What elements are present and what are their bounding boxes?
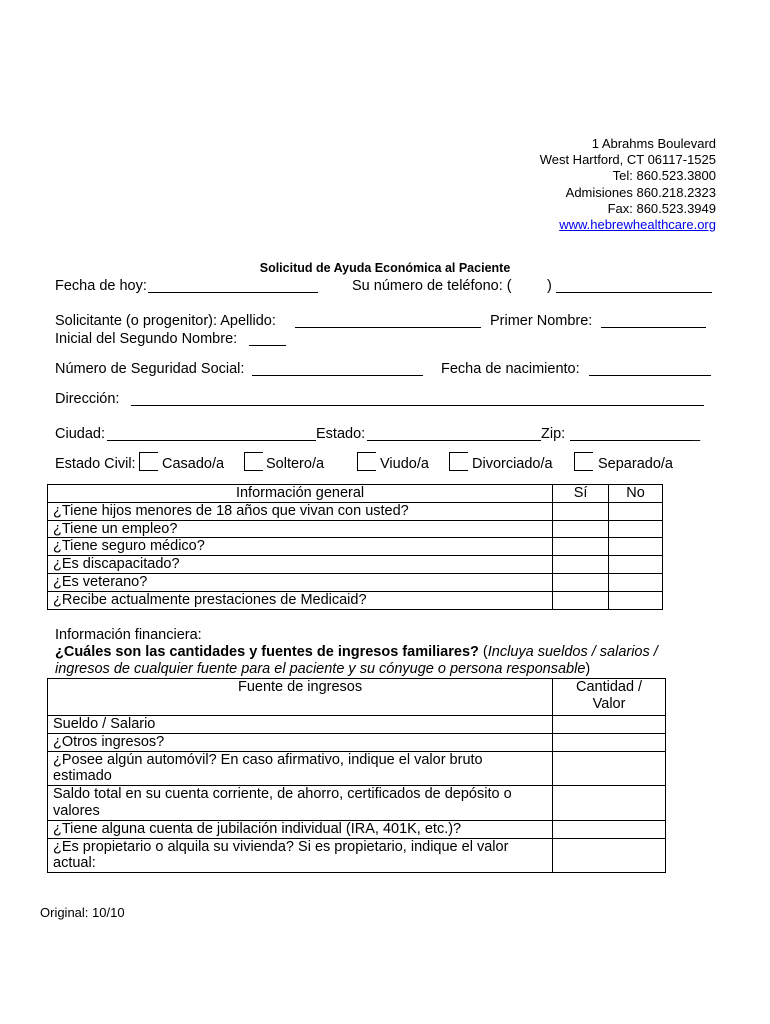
yes-cell[interactable] [553, 520, 609, 538]
ssn-label: Número de Seguridad Social: [55, 361, 245, 377]
married-label: Casado/a [162, 456, 225, 472]
accounts-line2: valores [53, 802, 100, 819]
widowed-checkbox[interactable] [357, 452, 376, 471]
table-header-row [48, 485, 663, 503]
income-source-header: Fuente de ingresos [48, 679, 553, 716]
first-name-field[interactable] [601, 327, 706, 328]
separated-label: Separado/a [598, 456, 673, 472]
zip-trail: _ [692, 426, 701, 442]
general-info-header: Información general [48, 485, 553, 503]
divorced-label: Divorciado/a [472, 456, 553, 472]
table-row [48, 591, 663, 609]
no-column-header: No [609, 485, 663, 503]
single-label: Soltero/a [266, 456, 325, 472]
married-checkbox[interactable] [139, 452, 158, 471]
phone-paren: ) [547, 278, 552, 294]
fax-number: Fax: 860.523.3949 [607, 200, 716, 216]
table-row [48, 786, 666, 821]
financial-question: ¿Cuáles son las cantidades y fuentes de ingresos familiares? [55, 644, 479, 660]
telephone: Tel: 860.523.3800 [612, 168, 716, 184]
no-cell[interactable] [609, 520, 663, 538]
financial-note-part2: ingresos de cualquier fuente para el paciente y su cónyuge o persona responsable [55, 661, 586, 677]
income-header-row [48, 679, 666, 716]
website-link[interactable]: www.hebrewhealthcare.org [559, 217, 716, 233]
address-field[interactable] [131, 405, 704, 406]
amount-cell[interactable] [553, 820, 666, 838]
amount-cell[interactable] [553, 751, 666, 786]
amount-cell[interactable] [553, 716, 666, 734]
table-row [48, 556, 663, 574]
financial-note-part1: Incluya sueldos / salarios / [487, 644, 658, 660]
admissions-phone: Admisiones 860.218.2323 [565, 184, 716, 200]
amount-header-line1: Cantidad / [575, 679, 643, 695]
yes-cell[interactable] [553, 538, 609, 556]
accounts-line1: Saldo total en su cuenta corriente, de ahorro, certificados de depósito o [53, 786, 512, 803]
city-label: Ciudad: [55, 426, 105, 442]
form-title: Solicitud de Ayuda Económica al Paciente [259, 261, 511, 275]
financial-heading: Información financiera: [55, 627, 202, 643]
amount-value-header [553, 679, 666, 716]
table-row [48, 716, 666, 734]
yes-cell[interactable] [553, 591, 609, 609]
marital-status-label: Estado Civil: [55, 456, 136, 472]
table-row [48, 573, 663, 591]
table-row [48, 733, 666, 751]
income-housing [48, 838, 553, 873]
last-name-field[interactable] [295, 327, 481, 328]
no-cell[interactable] [609, 538, 663, 556]
city-field[interactable] [107, 440, 316, 441]
question-veteran: ¿Es veterano? [48, 573, 553, 591]
single-checkbox[interactable] [244, 452, 263, 471]
address-label: Dirección: [55, 391, 120, 407]
yes-cell[interactable] [553, 573, 609, 591]
city-state-zip: West Hartford, CT 06117-1525 [539, 152, 716, 168]
yes-cell[interactable] [553, 502, 609, 520]
table-row [48, 838, 666, 873]
financial-question-line [55, 644, 658, 660]
housing-line1: ¿Es propietario o alquila su vivienda? Si es propietario, indique el valor [53, 838, 509, 855]
question-insurance: ¿Tiene seguro médico? [48, 538, 553, 556]
applicant-last-name-label: Solicitante (o progenitor): Apellido: [55, 313, 276, 329]
phone-label: Su número de teléfono: ( [352, 278, 512, 294]
amount-cell[interactable] [553, 838, 666, 873]
yes-column-header: Sí [553, 485, 609, 503]
separated-checkbox[interactable] [574, 452, 593, 471]
no-cell[interactable] [609, 573, 663, 591]
ssn-field[interactable] [252, 375, 423, 376]
divorced-checkbox[interactable] [449, 452, 468, 471]
question-disability: ¿Es discapacitado? [48, 556, 553, 574]
financial-note-line2 [55, 661, 590, 677]
dob-field[interactable] [589, 375, 711, 376]
table-row [48, 538, 663, 556]
original-date: Original: 10/10 [40, 905, 125, 920]
income-table [47, 678, 666, 873]
housing-line2: actual: [53, 855, 96, 872]
first-name-label: Primer Nombre: [490, 313, 593, 329]
amount-cell[interactable] [553, 786, 666, 821]
zip-field[interactable] [570, 440, 692, 441]
income-salary: Sueldo / Salario [48, 716, 553, 734]
income-other: ¿Otros ingresos? [48, 733, 553, 751]
middle-initial-field[interactable] [249, 345, 286, 346]
note-open-paren: ( [482, 644, 488, 660]
date-field[interactable] [148, 292, 318, 293]
address-block [540, 136, 716, 233]
phone-field[interactable] [556, 292, 712, 293]
vehicle-line1: ¿Posee algún automóvil? En caso afirmativo, indique el valor bruto [53, 751, 483, 768]
widowed-label: Viudo/a [380, 456, 429, 472]
amount-header-line2: Valor [592, 695, 626, 712]
no-cell[interactable] [609, 591, 663, 609]
question-employment: ¿Tiene un empleo? [48, 520, 553, 538]
street-address: 1 Abrahms Boulevard [591, 136, 716, 151]
yes-cell[interactable] [553, 556, 609, 574]
middle-initial-label: Inicial del Segundo Nombre: [55, 331, 238, 347]
amount-cell[interactable] [553, 733, 666, 751]
no-cell[interactable] [609, 502, 663, 520]
table-row [48, 751, 666, 786]
general-info-table [47, 484, 663, 610]
income-retirement: ¿Tiene alguna cuenta de jubilación individual (IRA, 401K, etc.)? [48, 820, 553, 838]
note-close-paren: ) [585, 661, 591, 677]
income-vehicle [48, 751, 553, 786]
no-cell[interactable] [609, 556, 663, 574]
state-field[interactable] [367, 440, 541, 441]
question-medicaid: ¿Recibe actualmente prestaciones de Medicaid? [48, 591, 553, 609]
income-accounts [48, 786, 553, 821]
vehicle-line2: estimado [53, 768, 112, 785]
zip-label: Zip: [541, 426, 566, 442]
question-minor-children: ¿Tiene hijos menores de 18 años que vivan con usted? [48, 502, 553, 520]
date-label: Fecha de hoy: [55, 278, 147, 294]
dob-label: Fecha de nacimiento: [441, 361, 580, 377]
table-row [48, 820, 666, 838]
state-label: Estado: [316, 426, 366, 442]
table-row [48, 502, 663, 520]
table-row [48, 520, 663, 538]
